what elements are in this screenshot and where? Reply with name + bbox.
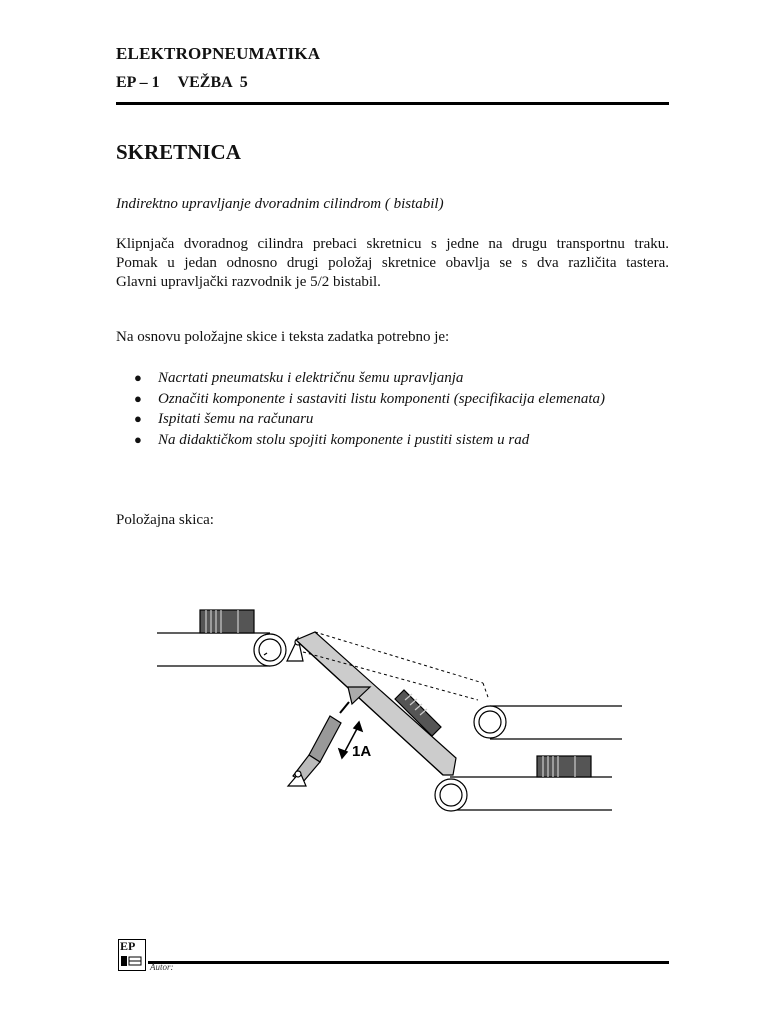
page-subtitle: Indirektno upravljanje dvoradnim cilindrom ( bistabil) (116, 196, 444, 212)
right-upper-conveyor (474, 706, 622, 739)
ep-logo (118, 939, 146, 971)
task-text: Na didaktičkom stolu spojiti komponente i pustiti sistem u rad (158, 431, 530, 448)
sketch-label: Položajna skica: (116, 512, 214, 528)
task-text: Označiti komponente i sastaviti listu komponenti (specifikacija elemenata) (158, 390, 605, 407)
header-subtitle (116, 74, 248, 92)
description-line: Pomak u jedan odnosno drugi položaj skretnice obavlja se s dva različita tastera. (116, 255, 669, 271)
exercise-number: VEŽBA 5 (177, 74, 248, 91)
task-text: Nacrtati pneumatsku i električnu šemu upravljanja (158, 370, 464, 386)
list-item (134, 368, 605, 389)
bullet-icon: ● (134, 431, 142, 447)
course-code: EP – 1 (116, 74, 160, 91)
lower-conveyor (435, 777, 612, 811)
upper-conveyor (157, 633, 286, 666)
bullet-icon: ● (134, 411, 142, 426)
position-sketch (150, 600, 630, 820)
lower-box (537, 756, 591, 777)
task-intro: Na osnovu položajne skice i teksta zadatka potrebno je: (116, 329, 450, 345)
cylinder-label: 1A (352, 743, 372, 760)
task-list (134, 368, 605, 450)
bullet-icon: ● (134, 370, 142, 385)
author-label: Autor: (150, 962, 174, 972)
upper-box (200, 610, 254, 633)
bullet-icon: ● (134, 390, 142, 406)
list-item (134, 389, 605, 410)
task-description (116, 235, 669, 292)
description-line: Klipnjača dvoradnog cilindra prebaci skretnicu s jedne na drugu transportnu traku. (116, 236, 669, 252)
page-title: SKRETNICA (116, 140, 241, 164)
header-divider (116, 102, 669, 105)
header-title: ELEKTROPNEUMATIKA (116, 44, 321, 63)
logo-text: EP (120, 939, 136, 953)
list-item (134, 430, 605, 451)
logo-mark-icon (121, 956, 142, 966)
footer-divider (148, 961, 669, 964)
description-line: Glavni upravljački razvodnik je 5/2 bistabil. (116, 274, 381, 290)
cylinder-1a (288, 702, 349, 786)
task-text: Ispitati šemu na računaru (158, 411, 314, 427)
list-item (134, 409, 605, 430)
